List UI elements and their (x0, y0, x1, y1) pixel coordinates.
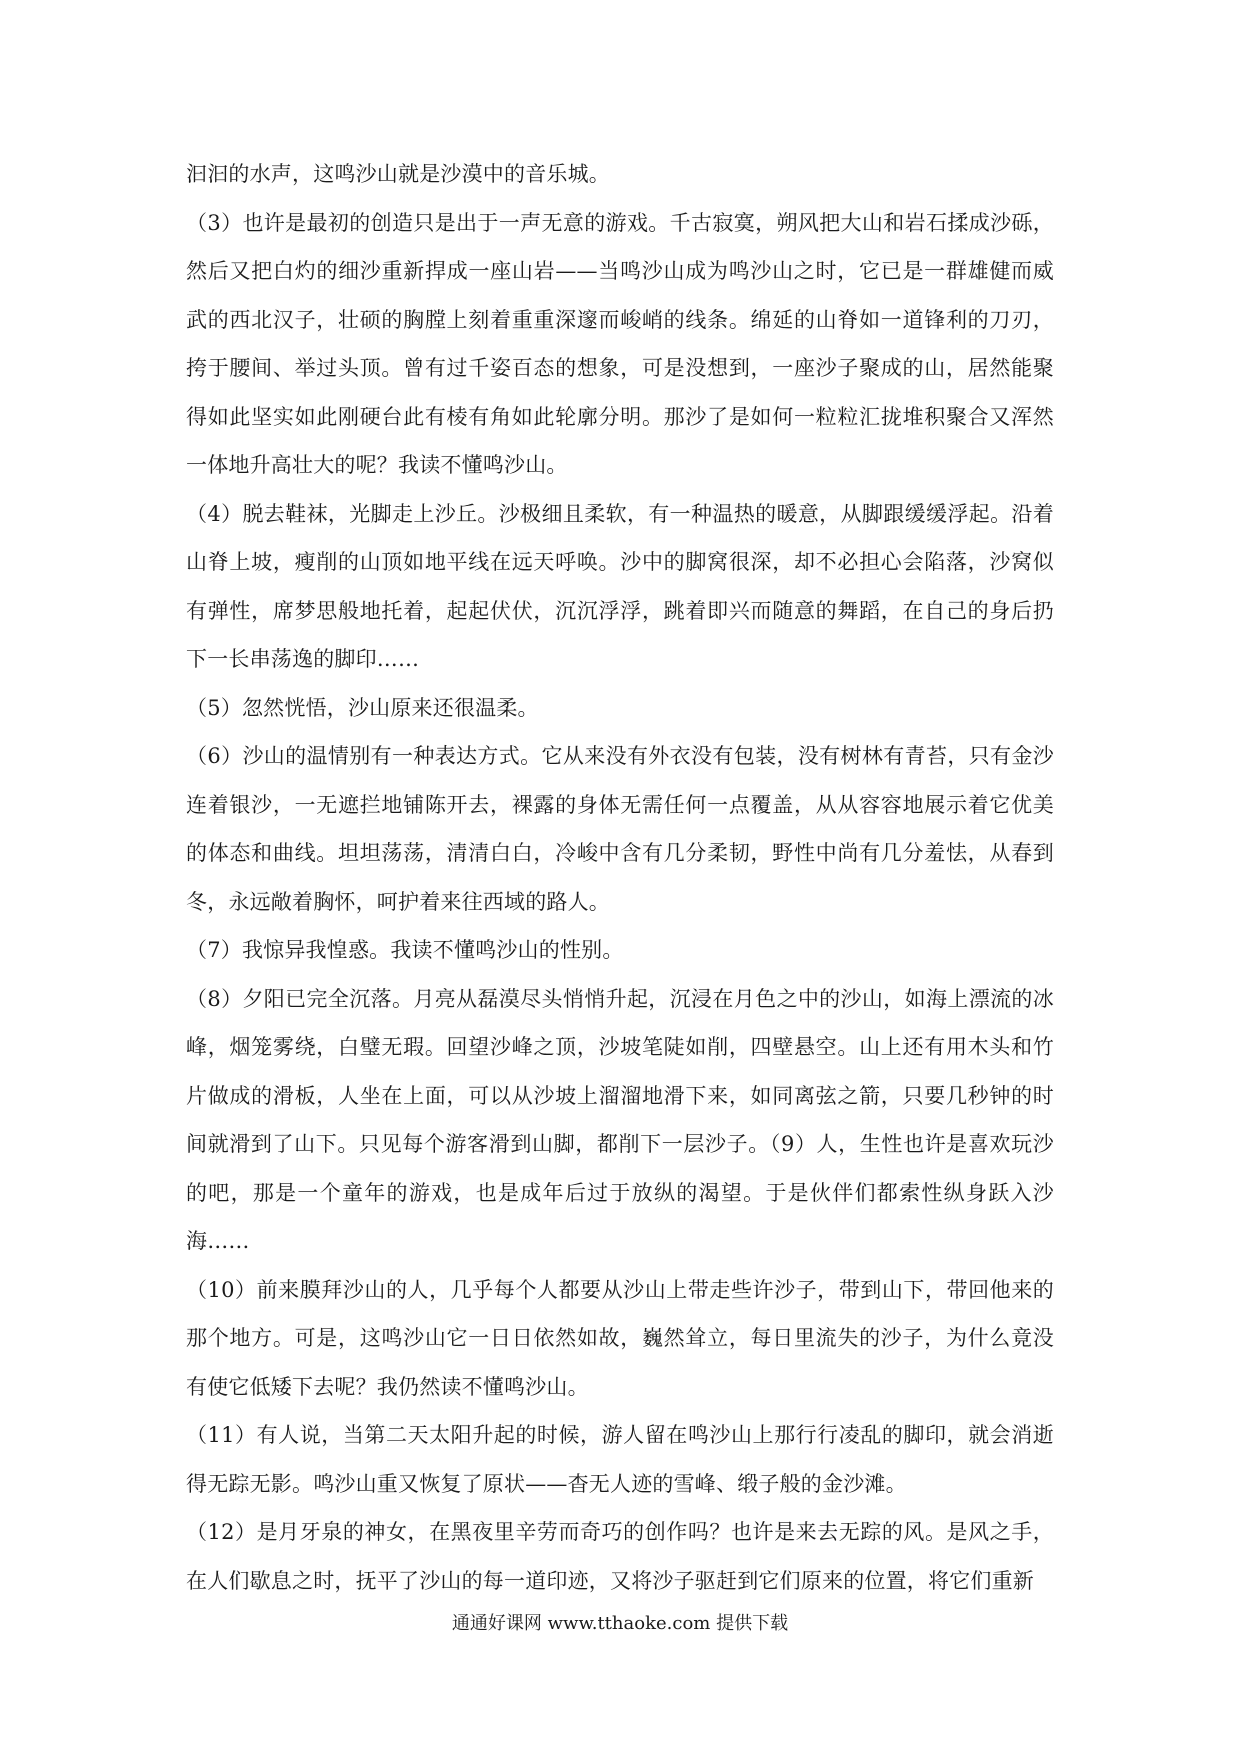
paragraph-8-9: （8）夕阳已完全沉落。月亮从磊漠尽头悄悄升起，沉浸在月色之中的沙山，如海上漂流的冰峰，烟笼雾绕，白璧无瑕。回望沙峰之顶，沙坡笔陡如削，四壁悬空。山上还有用木头和竹片做成的滑板，人坐在上面，可以从沙坡上溜溜地滑下来，如同离弦之箭，只要几秒钟的时间就滑到了山下。只见每个游客滑到山脚，都削下一层沙子。（9）人，生性也许是喜欢玩沙的吧，那是一个童年的游戏，也是成年后过于放纵的渴望。于是伙伴们都索性纵身跃入沙海…… (186, 986, 1054, 1253)
paragraph-12: （12）是月牙泉的神女，在黑夜里辛劳而奇巧的创作吗？也许是来去无踪的风。是风之手，在人们歇息之时，抚平了沙山的每一道印迹，又将沙子驱赶到它们原来的位置，将它们重新 (186, 1520, 1054, 1593)
paragraph-3: （3）也许是最初的创造只是出于一声无意的游戏。千古寂寞，朔风把大山和岩石揉成沙砾，然后又把白灼的细沙重新捍成一座山岩——当鸣沙山成为鸣沙山之时，它已是一群雄健而威武的西北汉子，壮硕的胸膛上刻着重重深邃而峻峭的线条。绵延的山脊如一道锋利的刀刃，挎于腰间、举过头顶。曾有过千姿百态的想象，可是没想到，一座沙子聚成的山，居然能聚得如此坚实如此刚硬台此有棱有角如此轮廓分明。那沙了是如何一粒粒汇拢堆积聚合又浑然一体地升高壮大的呢？我读不懂鸣沙山。 (186, 210, 1054, 477)
paragraph-11: （11）有人说，当第二天太阳升起的时候，游人留在鸣沙山上那行行凌乱的脚印，就会消逝得无踪无影。鸣沙山重又恢复了原状——杳无人迹的雪峰、缎子般的金沙滩。 (186, 1423, 1054, 1496)
paragraph-6: （6）沙山的温情别有一种表达方式。它从来没有外衣没有包装，没有树林有青苔，只有金沙连着银沙，一无遮拦地铺陈开去，裸露的身体无需任何一点覆盖，从从容容地展示着它优美的体态和曲线。坦坦荡荡，清清白白，冷峻中含有几分柔韧，野性中尚有几分羞怯，从春到冬，永远敞着胸怀，呵护着来往西域的路人。 (186, 744, 1054, 914)
paragraph-7: （7）我惊异我惶惑。我读不懂鸣沙山的性别。 (186, 938, 624, 962)
article-body (186, 150, 1054, 1605)
paragraph-4: （4）脱去鞋袜，光脚走上沙丘。沙极细且柔软，有一种温热的暖意，从脚跟缓缓浮起。沿着山脊上坡，瘦削的山顶如地平线在远天呼唤。沙中的脚窝很深，却不必担心会陷落，沙窝似有弹性，席梦思般地托着，起起伏伏，沉沉浮浮，跳着即兴而随意的舞蹈，在自己的身后扔下一长串荡逸的脚印…… (186, 501, 1054, 671)
page-footer: 通通好课网 www.tthaoke.com 提供下载 (451, 1613, 789, 1634)
paragraph-10: （10）前来膜拜沙山的人，几乎每个人都要从沙山上带走些许沙子，带到山下，带回他来的那个地方。可是，这鸣沙山它一日日依然如故，巍然耸立，每日里流失的沙子，为什么竟没有使它低矮下去呢？我仍然读不懂鸣沙山。 (186, 1277, 1054, 1399)
paragraph-5: （5）忽然恍悟，沙山原来还很温柔。 (186, 695, 539, 720)
paragraph-continuation: 汩汩的水声，这鸣沙山就是沙漠中的音乐城。 (186, 162, 610, 186)
